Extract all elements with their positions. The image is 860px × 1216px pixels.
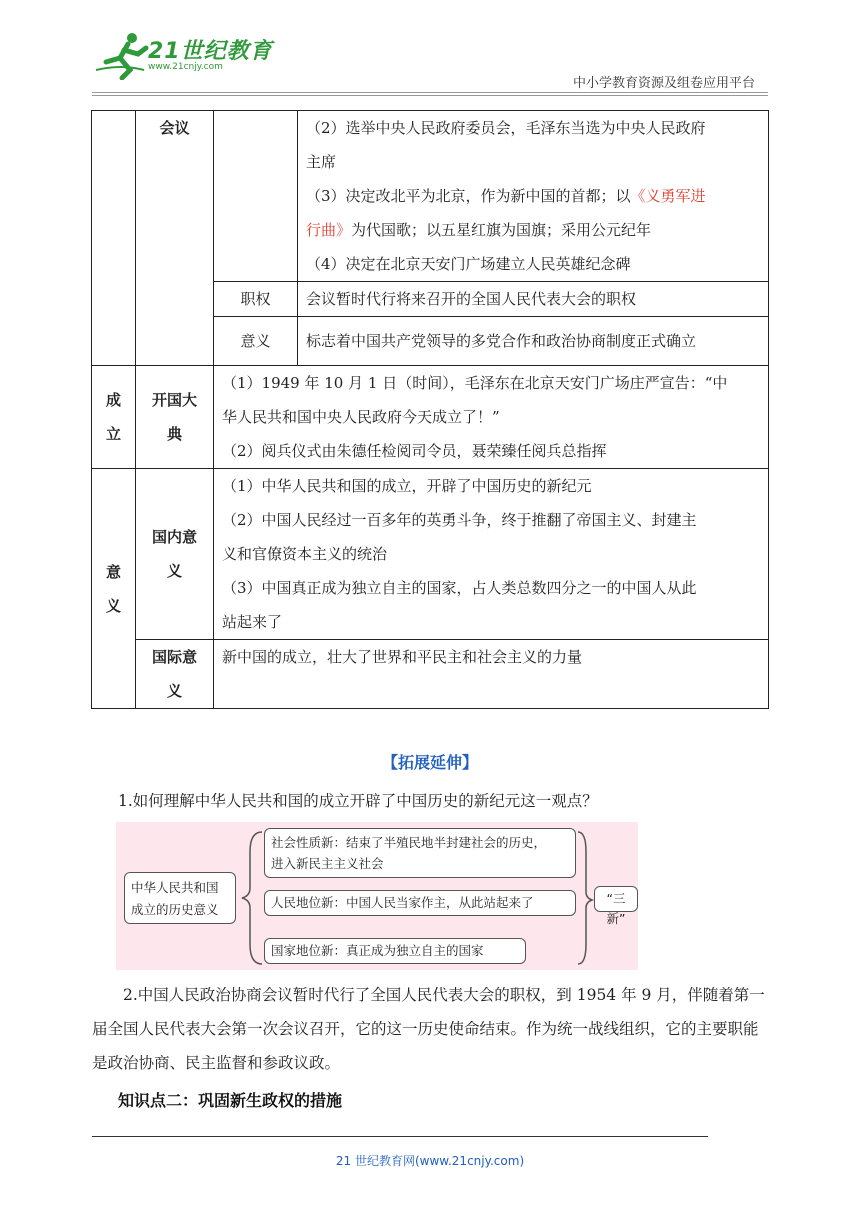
anthem-name: 行曲》 bbox=[306, 221, 352, 239]
domestic-label: 国内意 义 bbox=[136, 469, 214, 640]
text-line: （2）选举中央人民政府委员会，毛泽东当选为中央人民政府 bbox=[306, 119, 706, 137]
logo-url: www.21cnjy.com bbox=[148, 62, 223, 72]
duty-text: 会议暂时代行将来召开的全国人民代表大会的职权 bbox=[298, 282, 769, 317]
footer-divider bbox=[92, 1136, 708, 1137]
text-line: （4）决定在北京天安门广场建立人民英雄纪念碑 bbox=[306, 255, 631, 273]
resolutions-cell bbox=[298, 111, 769, 282]
diagram-society-box: 社会性质新：结束了半殖民地半封建社会的历史， 进入新民主主义社会 bbox=[264, 828, 576, 878]
significance-diagram bbox=[116, 822, 638, 970]
extension-title: 【拓展延伸】 bbox=[381, 753, 478, 772]
platform-name: 中小学教育资源及组卷应用平台 bbox=[572, 76, 755, 91]
duty-label: 职权 bbox=[214, 282, 298, 317]
page-header bbox=[0, 0, 860, 100]
table-row bbox=[92, 111, 769, 282]
table-row bbox=[92, 469, 769, 640]
significance-label: 意 义 bbox=[92, 469, 136, 709]
header-divider bbox=[92, 92, 768, 93]
text-line: 主席 bbox=[306, 153, 337, 171]
text-line: （3）决定改北平为北京，作为新中国的首都；以《义勇军进 bbox=[306, 187, 706, 205]
ceremony-text: （1）1949 年 10 月 1 日（时间），毛泽东在北京天安门广场庄严宣告：“中 华人民共和国中央人民政府今天成立了！” （2）阅兵仪式由朱德任检阅司令员，聂荣臻任阅兵总指挥 bbox=[214, 366, 769, 469]
table-row bbox=[92, 640, 769, 709]
meaning-label: 意义 bbox=[214, 317, 298, 366]
question-2: 2.中国人民政治协商会议暂时代行了全国人民代表大会的职权，到 1954 年 9 月，伴随着第一届全国人民代表大会第一次会议召开，它的这一历史使命结束。作为统一战线组织，它的主要职能是政治协商、民主监督和参政议政。 bbox=[92, 986, 765, 1072]
footer-link[interactable]: 21 世纪教育网(www.21cnjy.com) bbox=[335, 1154, 525, 1168]
diagram-nation-box: 国家地位新：真正成为独立自主的国家 bbox=[264, 938, 526, 964]
table-row bbox=[92, 366, 769, 469]
founding-label: 成 立 bbox=[92, 366, 136, 469]
meeting-label: 会议 bbox=[136, 111, 214, 366]
empty-cell bbox=[92, 111, 136, 366]
anthem-name: 《义勇军进 bbox=[630, 187, 706, 205]
diagram-three-new-box: “三新” bbox=[594, 886, 638, 912]
logo-text: 21世纪教育 bbox=[148, 39, 273, 64]
section-title: 知识点二：巩固新生政权的措施 bbox=[118, 1091, 343, 1110]
empty-cell bbox=[214, 111, 298, 282]
meaning-text: 标志着中国共产党领导的多党合作和政治协商制度正式确立 bbox=[298, 317, 769, 366]
international-text: 新中国的成立，壮大了世界和平民主和社会主义的力量 bbox=[214, 640, 769, 709]
domestic-text: （1）中华人民共和国的成立，开辟了中国历史的新纪元 （2）中国人民经过一百多年的英勇斗争，终于推翻了帝国主义、封建主 义和官僚资本主义的统治 （3）中国真正成为独立自主的国家，占人类总数四分之一的中国人从此 站起来了 bbox=[214, 469, 769, 640]
ceremony-label: 开国大 典 bbox=[136, 366, 214, 469]
international-label: 国际意 义 bbox=[136, 640, 214, 709]
knowledge-table bbox=[91, 110, 769, 709]
text-line: 行曲》为代国歌；以五星红旗为国旗；采用公元纪年 bbox=[306, 221, 652, 239]
diagram-main-box: 中华人民共和国 成立的历史意义 bbox=[124, 872, 236, 924]
question-1: 1.如何理解中华人民共和国的成立开辟了中国历史的新纪元这一观点？ bbox=[118, 792, 598, 810]
header-divider-2 bbox=[92, 95, 768, 96]
diagram-people-box: 人民地位新：中国人民当家作主，从此站起来了 bbox=[264, 890, 576, 916]
